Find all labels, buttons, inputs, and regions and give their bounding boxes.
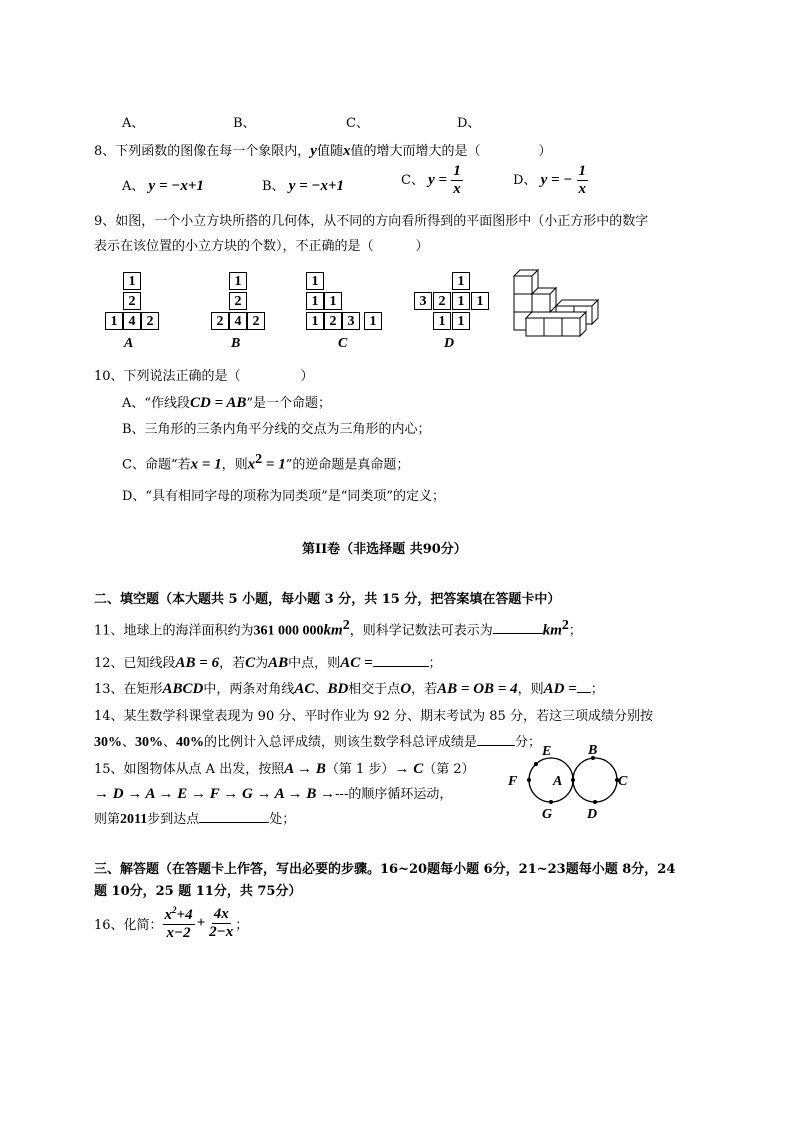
grid-cell: 2 <box>247 312 265 330</box>
q9-stem-line2: 表示在该位置的小立方块的个数），不正确的是（ ） <box>94 239 429 254</box>
q8-stem: 8、下列函数的图像在每一个象限内，y值随x值的增大而增大的是（ ） <box>94 143 552 159</box>
q10-option-d: D、“具有相同字母的项称为同类项”是“同类项”的定义； <box>122 489 446 504</box>
q15-circles-figure <box>504 740 634 824</box>
cube-solid-figure <box>508 266 604 338</box>
q15-line1: 15、如图物体从点 A 出发，按照A → B（第 1 步）→ C（第 2） <box>94 761 475 777</box>
q9-view-c <box>306 272 386 352</box>
grid-cell: 2 <box>324 312 342 330</box>
point-label-c: C <box>618 774 628 789</box>
grid-cell: 2 <box>141 312 159 330</box>
q8-option-a: A、 y = −x+1 <box>122 178 204 194</box>
q8-option-d: D、 y = − $\frac{1}{x}$ <box>513 163 587 197</box>
q10-option-a: A、“作线段CD = AB”是一个命题； <box>122 395 332 411</box>
q7-option-a: A、 <box>122 116 145 131</box>
grid-cell: 1 <box>306 292 324 310</box>
point-label-f: F <box>508 774 518 789</box>
q8-option-c: C、 y = $\frac{1}{x}$ <box>401 163 461 197</box>
q15-line3: 则第2011步到达点 处； <box>94 812 296 827</box>
q7-option-b: B、 <box>233 116 256 131</box>
grid-cell: 2 <box>433 292 451 310</box>
q10-option-c: C、命题“若x = 1，则$x^2 = 1$”的逆命题是真命题； <box>122 452 410 473</box>
grid-cell: 3 <box>414 292 432 310</box>
grid-cell: 2 <box>123 292 141 310</box>
q9-label-d: D <box>444 336 455 351</box>
q9-stem-line1: 9、如图，一个小立方块所搭的几何体，从不同的方向看所得到的平面图形中（小正方形中的数字 <box>94 214 649 229</box>
q9-label-b: B <box>231 336 241 351</box>
grid-cell: 1 <box>324 292 342 310</box>
q14-line1: 14、某生数学科课堂表现为 90 分、平时作业为 92 分、期末考试为 85 分，若这三项成绩分别按 <box>94 709 653 724</box>
grid-cell: 2 <box>229 292 247 310</box>
part2-heading: 二、填空题（本大题共 5 小题，每小题 3 分，共 15 分，把答案填在答题卡中） <box>94 592 561 607</box>
q9-view-b <box>211 272 271 352</box>
q10-stem: 10、下列说法正确的是（ ） <box>94 369 314 384</box>
grid-cell: 1 <box>364 312 382 330</box>
grid-cell: 3 <box>342 312 360 330</box>
q16: 16、化简： $\frac{x^2+4}{x-2}$ + $\frac{4x}{2-x}$ ； <box>94 905 249 941</box>
grid-cell: 1 <box>105 312 123 330</box>
q15-line2: → D → A → E → F → G → A → B →---的顺序循环运动， <box>94 786 453 802</box>
part3-heading-line2: 题 10分，25 题 11分，共 75分） <box>94 884 302 899</box>
q9-view-a <box>105 272 165 352</box>
q13: 13、在矩形ABCD中，两条对角线AC、BD相交于点O，若AB = OB = 4，则AD = ； <box>94 681 604 697</box>
grid-cell: 1 <box>306 312 324 330</box>
point-label-d: D <box>587 807 598 822</box>
point-label-b: B <box>588 743 598 758</box>
q10-option-b: B、三角形的三条内角平分线的交点为三角形的内心； <box>122 422 431 437</box>
q11: 11、地球上的海洋面积约为361 000 $000km^2$，则科学记数法可表示为 $km^2$； <box>94 618 582 639</box>
point-label-g: G <box>542 807 553 822</box>
grid-cell: 4 <box>123 312 141 330</box>
grid-cell: 1 <box>452 292 470 310</box>
q7-option-d: D、 <box>457 116 481 131</box>
point-label-e: E <box>542 744 552 759</box>
grid-cell: 1 <box>452 312 470 330</box>
grid-cell: 4 <box>229 312 247 330</box>
q9-label-a: A <box>124 336 134 351</box>
point-label-a: A <box>553 774 563 789</box>
grid-cell: 1 <box>433 312 451 330</box>
q7-option-c: C、 <box>346 116 369 131</box>
grid-cell: 1 <box>452 272 470 290</box>
q9-label-c: C <box>338 336 348 351</box>
q9-view-d <box>414 272 494 352</box>
grid-cell: 1 <box>123 272 141 290</box>
grid-cell: 1 <box>471 292 489 310</box>
grid-cell: 1 <box>306 272 324 290</box>
q14-line2: 30%、30%、40%的比例计入总评成绩，则该生数学科总评成绩是 分； <box>94 735 542 750</box>
q8-option-b: B、 y = −x+1 <box>262 178 345 194</box>
q12: 12、已知线段AB = 6，若C为AB中点，则AC = ； <box>94 655 442 671</box>
grid-cell: 2 <box>211 312 229 330</box>
section-title: 第II卷（非选择题 共90分） <box>302 542 467 557</box>
part3-heading-line1: 三、解答题（在答题卡上作答，写出必要的步骤。16~20题每小题 6分，21~23题每小题 8分，24 <box>94 862 676 877</box>
grid-cell: 1 <box>229 272 247 290</box>
